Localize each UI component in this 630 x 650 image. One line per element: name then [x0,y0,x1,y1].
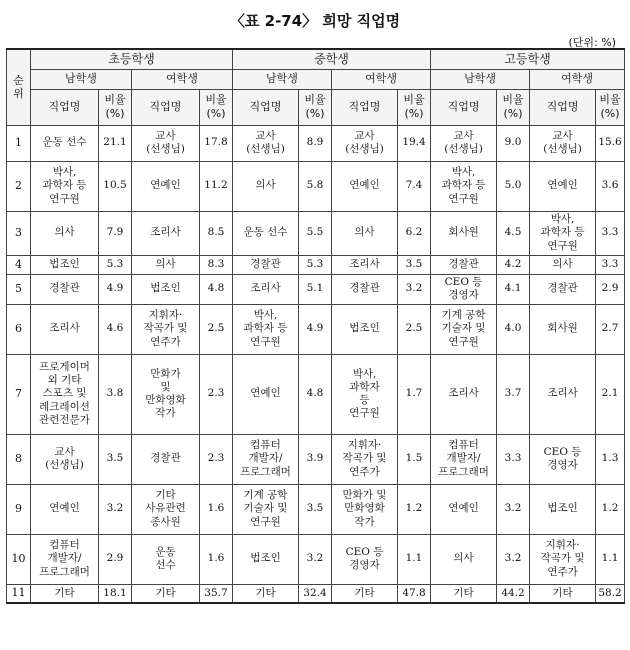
rank-cell: 4 [7,255,31,274]
job-name-cell: 의사 [132,255,200,274]
ratio-cell: 3.6 [596,161,625,211]
col-job-header: 직업명 [530,89,596,125]
table-row [7,161,625,211]
ratio-cell: 5.1 [299,274,332,304]
ratio-cell: 5.8 [299,161,332,211]
ratio-cell: 3.3 [497,434,530,484]
job-name-cell: 경찰관 [332,274,398,304]
ratio-cell: 3.7 [497,354,530,434]
ratio-cell: 3.8 [99,354,132,434]
ratio-cell: 1.7 [398,354,431,434]
ratio-cell: 18.1 [99,584,132,603]
job-name-cell: 만화가 및 만화영화 작가 [132,354,200,434]
unit-label: (단위: %) [568,36,616,49]
ratio-cell: 44.2 [497,584,530,603]
ratio-cell: 4.9 [99,274,132,304]
job-name-cell: 조리사 [431,354,497,434]
job-name-cell: 조리사 [332,255,398,274]
col-ratio-header: 비율 (%) [398,89,431,125]
job-name-cell: 기계 공학 기술자 및 연구원 [431,304,497,354]
job-name-cell: 의사 [233,161,299,211]
table-body [7,125,625,603]
col-job-header: 직업명 [431,89,497,125]
job-name-cell: 박사, 과학자 등 연구원 [332,354,398,434]
job-name-cell: 지휘자· 작곡가 및 연주가 [132,304,200,354]
ratio-cell: 3.3 [596,255,625,274]
rank-cell: 9 [7,484,31,534]
job-name-cell: 기타 [530,584,596,603]
job-name-cell: 기타 [132,584,200,603]
job-name-cell: 컴퓨터 개발자/ 프로그래머 [31,534,99,584]
col-ratio-header: 비율 (%) [299,89,332,125]
ratio-cell: 32.4 [299,584,332,603]
job-name-cell: 의사 [530,255,596,274]
ratio-cell: 1.2 [398,484,431,534]
job-name-cell: 교사 (선생님) [31,434,99,484]
job-name-cell: 회사원 [530,304,596,354]
ratio-cell: 1.6 [200,534,233,584]
ratio-cell: 3.2 [299,534,332,584]
job-name-cell: 박사, 과학자 등 연구원 [31,161,99,211]
ratio-cell: 19.4 [398,125,431,161]
job-name-cell: 지휘자· 작곡가 및 연주가 [332,434,398,484]
job-name-cell: 연예인 [233,354,299,434]
col-ratio-header: 비율 (%) [200,89,233,125]
ratio-cell: 8.5 [200,211,233,255]
table-row [7,255,625,274]
col-job-header: 직업명 [332,89,398,125]
job-name-cell: 의사 [431,534,497,584]
table-row [7,274,625,304]
job-name-cell: 법조인 [132,274,200,304]
ratio-cell: 9.0 [497,125,530,161]
table-row [7,434,625,484]
job-name-cell: CEO 등 경영자 [332,534,398,584]
job-name-cell: 컴퓨터 개발자/ 프로그래머 [233,434,299,484]
col-job-header: 직업명 [233,89,299,125]
job-name-cell: 교사 (선생님) [132,125,200,161]
ratio-cell: 4.8 [200,274,233,304]
job-name-cell: 조리사 [233,274,299,304]
rank-header: 순 위 [7,49,31,125]
col-job-header: 직업명 [31,89,99,125]
ratio-cell: 3.5 [99,434,132,484]
table-row [7,125,625,161]
ratio-cell: 35.7 [200,584,233,603]
ratio-cell: 47.8 [398,584,431,603]
ratio-cell: 3.9 [299,434,332,484]
col-ratio-header: 비율 (%) [596,89,625,125]
ratio-cell: 7.4 [398,161,431,211]
job-name-cell: 기계 공학 기술자 및 연구원 [233,484,299,534]
ratio-cell: 4.1 [497,274,530,304]
job-name-cell: 운동 선수 [132,534,200,584]
ratio-cell: 3.5 [398,255,431,274]
ratio-cell: 3.5 [299,484,332,534]
ratio-cell: 2.5 [398,304,431,354]
job-name-cell: 조리사 [132,211,200,255]
ratio-cell: 1.1 [596,534,625,584]
job-name-cell: 경찰관 [132,434,200,484]
gender-header-male: 남학생 [431,69,530,89]
job-name-cell: 운동 선수 [31,125,99,161]
job-name-cell: 법조인 [233,534,299,584]
job-name-cell: 컴퓨터 개발자/ 프로그래머 [431,434,497,484]
ratio-cell: 3.2 [398,274,431,304]
job-name-cell: 프로게이머 외 기타 스포츠 및 레크레이션 관련전문가 [31,354,99,434]
ratio-cell: 2.3 [200,354,233,434]
ratio-cell: 2.3 [200,434,233,484]
rank-cell: 11 [7,584,31,603]
ratio-cell: 17.8 [200,125,233,161]
table-row [7,584,625,603]
ratio-cell: 2.7 [596,304,625,354]
gender-header-female: 여학생 [530,69,625,89]
rank-cell: 8 [7,434,31,484]
ratio-cell: 5.5 [299,211,332,255]
job-name-cell: CEO 등 경영자 [530,434,596,484]
ratio-cell: 2.1 [596,354,625,434]
rank-cell: 10 [7,534,31,584]
ratio-cell: 4.0 [497,304,530,354]
job-name-cell: 법조인 [530,484,596,534]
job-name-cell: 연예인 [31,484,99,534]
ratio-cell: 3.2 [497,534,530,584]
rank-cell: 5 [7,274,31,304]
job-name-cell: 회사원 [431,211,497,255]
ratio-cell: 11.2 [200,161,233,211]
ratio-cell: 2.9 [596,274,625,304]
ratio-cell: 1.3 [596,434,625,484]
ratio-cell: 7.9 [99,211,132,255]
job-name-cell: 경찰관 [530,274,596,304]
job-name-cell: 의사 [332,211,398,255]
col-ratio-header: 비율 (%) [497,89,530,125]
job-name-cell: 조리사 [530,354,596,434]
ratio-cell: 10.5 [99,161,132,211]
job-name-cell: 기타 [31,584,99,603]
ratio-cell: 1.2 [596,484,625,534]
job-name-cell: 교사 (선생님) [332,125,398,161]
ratio-cell: 5.3 [99,255,132,274]
rank-cell: 6 [7,304,31,354]
job-name-cell: CEO 등 경영자 [431,274,497,304]
job-name-cell: 연예인 [332,161,398,211]
job-name-cell: 연예인 [132,161,200,211]
job-name-cell: 연예인 [530,161,596,211]
job-name-cell: 경찰관 [431,255,497,274]
job-name-cell: 기타 [233,584,299,603]
ratio-cell: 4.2 [497,255,530,274]
ratio-cell: 5.3 [299,255,332,274]
col-job-header: 직업명 [132,89,200,125]
gender-header-male: 남학생 [31,69,132,89]
ratio-cell: 3.2 [99,484,132,534]
job-name-cell: 법조인 [31,255,99,274]
ratio-cell: 8.3 [200,255,233,274]
ratio-cell: 4.5 [497,211,530,255]
level-header-middle: 중학생 [233,49,431,69]
table-row [7,484,625,534]
ratio-cell: 1.5 [398,434,431,484]
job-name-cell: 교사 (선생님) [530,125,596,161]
job-name-cell: 기타 [332,584,398,603]
ratio-cell: 21.1 [99,125,132,161]
ratio-cell: 1.1 [398,534,431,584]
level-header-elementary: 초등학생 [31,49,233,69]
rank-cell: 1 [7,125,31,161]
ratio-cell: 3.3 [596,211,625,255]
level-header-high: 고등학생 [431,49,625,69]
job-name-cell: 법조인 [332,304,398,354]
job-name-cell: 지휘자· 작곡가 및 연주가 [530,534,596,584]
job-name-cell: 기타 사유관련 종사원 [132,484,200,534]
ratio-cell: 8.9 [299,125,332,161]
ratio-cell: 4.6 [99,304,132,354]
table-row [7,534,625,584]
ratio-cell: 4.9 [299,304,332,354]
job-name-cell: 기타 [431,584,497,603]
job-name-cell: 운동 선수 [233,211,299,255]
table-row [7,304,625,354]
table-row [7,354,625,434]
job-name-cell: 박사, 과학자 등 연구원 [530,211,596,255]
gender-header-male: 남학생 [233,69,332,89]
job-name-cell: 경찰관 [233,255,299,274]
table-title: 〈표 2-74〉 희망 직업명 [229,12,401,30]
ratio-cell: 2.5 [200,304,233,354]
job-name-cell: 만화가 및 만화영화 작가 [332,484,398,534]
job-preference-table [6,48,625,604]
job-name-cell: 교사 (선생님) [431,125,497,161]
ratio-cell: 3.2 [497,484,530,534]
col-ratio-header: 비율 (%) [99,89,132,125]
rank-cell: 2 [7,161,31,211]
ratio-cell: 58.2 [596,584,625,603]
ratio-cell: 5.0 [497,161,530,211]
ratio-cell: 1.6 [200,484,233,534]
job-name-cell: 박사, 과학자 등 연구원 [233,304,299,354]
job-name-cell: 교사 (선생님) [233,125,299,161]
rank-cell: 3 [7,211,31,255]
job-name-cell: 박사, 과학자 등 연구원 [431,161,497,211]
ratio-cell: 6.2 [398,211,431,255]
job-name-cell: 의사 [31,211,99,255]
job-name-cell: 경찰관 [31,274,99,304]
rank-cell: 7 [7,354,31,434]
job-name-cell: 연예인 [431,484,497,534]
ratio-cell: 2.9 [99,534,132,584]
ratio-cell: 4.8 [299,354,332,434]
gender-header-female: 여학생 [132,69,233,89]
gender-header-female: 여학생 [332,69,431,89]
ratio-cell: 15.6 [596,125,625,161]
job-name-cell: 조리사 [31,304,99,354]
table-row [7,211,625,255]
